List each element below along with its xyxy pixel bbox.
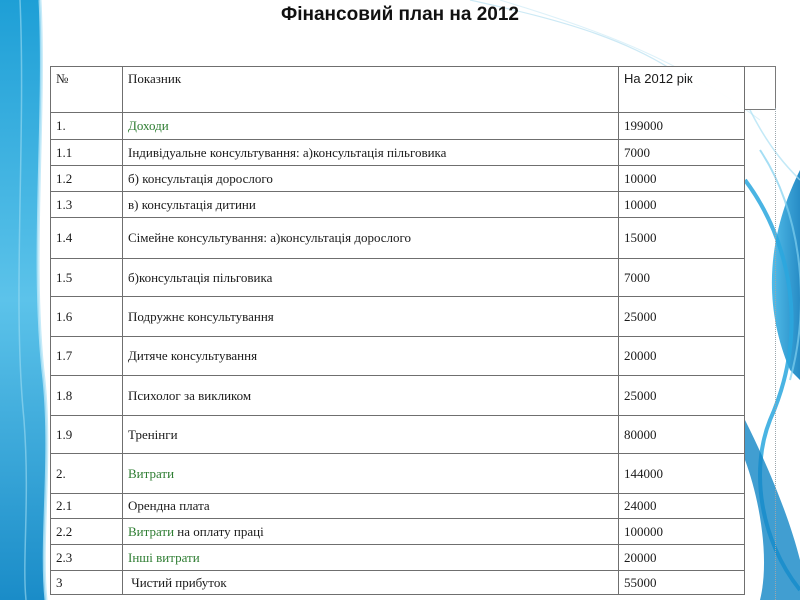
row-indicator <box>123 113 619 140</box>
row-indicator <box>123 494 619 519</box>
table-row <box>51 140 745 166</box>
row-indicator-text: на оплату праці <box>174 523 264 539</box>
financial-plan-table <box>50 66 745 595</box>
table-row <box>51 545 745 571</box>
table-row <box>51 297 745 337</box>
table-row <box>51 337 745 376</box>
table-row <box>51 454 745 494</box>
row-number: 1.8 <box>51 376 123 416</box>
table-row <box>51 218 745 259</box>
row-value: 7000 <box>619 140 745 166</box>
row-number: 1.4 <box>51 218 123 259</box>
row-indicator <box>123 519 619 545</box>
table-row <box>51 494 745 519</box>
table-right-border <box>745 108 776 600</box>
row-indicator-text: Орендна плата <box>128 498 210 513</box>
row-number: 1.9 <box>51 416 123 454</box>
table-row <box>51 113 745 140</box>
row-indicator <box>123 376 619 416</box>
row-indicator-text: Психолог за викликом <box>128 387 252 403</box>
table-header-extension <box>745 66 776 110</box>
row-indicator <box>123 571 619 595</box>
row-indicator-text: Дитяче консультування <box>128 348 258 363</box>
row-indicator <box>123 416 619 454</box>
row-indicator <box>123 545 619 571</box>
row-indicator-text: Індивідуальне консультування: а)консультація пільговика <box>128 144 447 160</box>
row-value: 144000 <box>619 454 745 494</box>
row-number: 1.2 <box>51 166 123 192</box>
row-indicator <box>123 454 619 494</box>
row-indicator-text: Подружнє консультування <box>128 308 274 324</box>
row-number: 2. <box>51 454 123 494</box>
row-indicator <box>123 297 619 337</box>
row-indicator-highlight: Витрати <box>128 523 175 539</box>
row-number: 1.7 <box>51 337 123 376</box>
table-row <box>51 376 745 416</box>
row-number: 2.2 <box>51 519 123 545</box>
row-value: 15000 <box>619 218 745 259</box>
header-value: На 2012 рік <box>619 67 745 113</box>
row-number: 2.1 <box>51 494 123 519</box>
row-number: 1.5 <box>51 259 123 297</box>
row-value: 25000 <box>619 297 745 337</box>
row-number: 1.1 <box>51 140 123 166</box>
row-indicator-text: Чистий прибуток <box>128 574 227 590</box>
header-number: № <box>51 67 123 113</box>
row-indicator <box>123 166 619 192</box>
row-indicator-highlight: Доходи <box>128 118 169 133</box>
row-indicator-text: Тренінги <box>128 426 178 442</box>
table-row <box>51 259 745 297</box>
table-row <box>51 416 745 454</box>
row-value: 80000 <box>619 416 745 454</box>
row-value: 7000 <box>619 259 745 297</box>
row-value: 55000 <box>619 571 745 595</box>
row-indicator-text: в) консультація дитини <box>128 196 256 212</box>
row-indicator <box>123 259 619 297</box>
table-header-row <box>51 67 745 113</box>
row-number: 1.6 <box>51 297 123 337</box>
row-value: 20000 <box>619 545 745 571</box>
row-value: 199000 <box>619 113 745 140</box>
table-row <box>51 519 745 545</box>
row-indicator <box>123 218 619 259</box>
row-value: 10000 <box>619 166 745 192</box>
table-row <box>51 571 745 595</box>
row-indicator-text: б)консультація пільговика <box>128 269 273 285</box>
row-indicator-text: Сімейне консультування: а)консультація дорослого <box>128 230 412 245</box>
table-row <box>51 166 745 192</box>
row-value: 100000 <box>619 519 745 545</box>
row-number: 3 <box>51 571 123 595</box>
row-number: 1.3 <box>51 192 123 218</box>
row-indicator <box>123 192 619 218</box>
row-indicator <box>123 140 619 166</box>
row-number: 1. <box>51 113 123 140</box>
row-indicator-text: б) консультація дорослого <box>128 170 273 186</box>
row-value: 10000 <box>619 192 745 218</box>
row-value: 20000 <box>619 337 745 376</box>
header-indicator: Показник <box>123 67 619 113</box>
row-number: 2.3 <box>51 545 123 571</box>
row-indicator <box>123 337 619 376</box>
table-row <box>51 192 745 218</box>
row-value: 24000 <box>619 494 745 519</box>
row-indicator-highlight: Інші витрати <box>128 549 200 565</box>
row-value: 25000 <box>619 376 745 416</box>
financial-plan-table-container <box>50 66 744 595</box>
row-indicator-highlight: Витрати <box>128 465 175 481</box>
page-title: Фінансовий план на 2012 <box>281 4 519 25</box>
